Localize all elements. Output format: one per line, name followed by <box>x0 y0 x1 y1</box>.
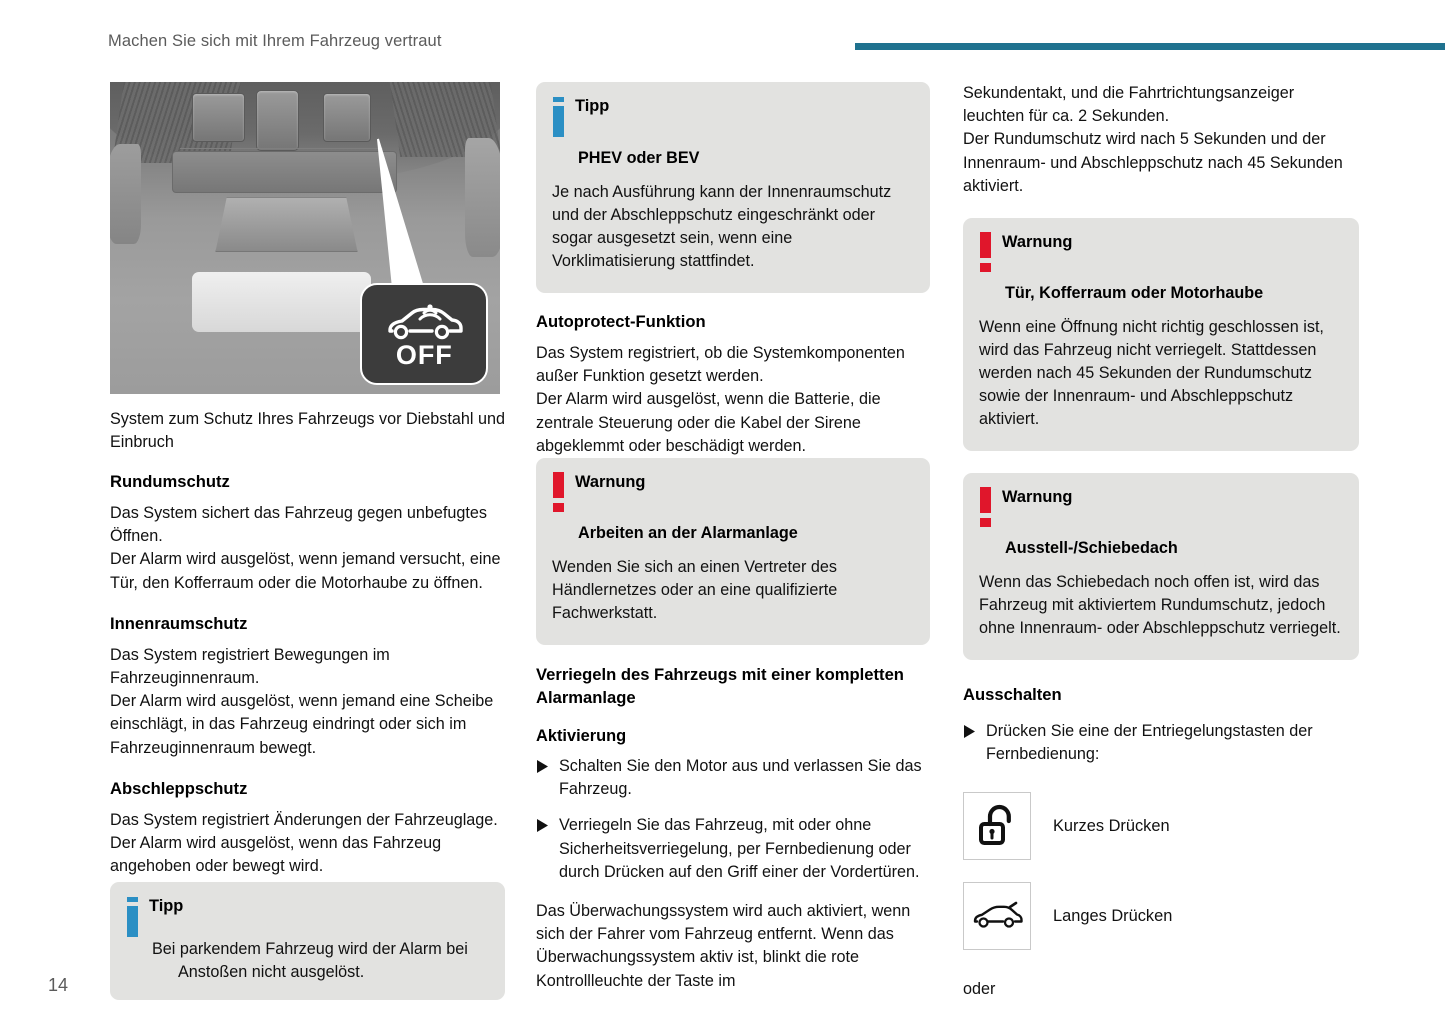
figure-caption: System zum Schutz Ihres Fahrzeugs vor Diebstahl und Einbruch <box>110 410 505 451</box>
header-accent-rule <box>855 43 1445 50</box>
tip-box-left-text: Bei parkendem Fahrzeug wird der Alarm bei Anstoßen nicht ausgelöst. <box>152 940 468 982</box>
heading-innenraumschutz: Innenraumschutz <box>110 613 248 633</box>
activation-steps-list <box>536 755 930 884</box>
warning-icon <box>552 472 565 512</box>
text-autoprotect-1: Das System registriert, ob die Systemkomponenten außer Funktion gesetzt werden. <box>536 344 905 386</box>
pictogram-box-open-padlock <box>963 792 1031 860</box>
car-icon <box>971 901 1023 931</box>
warning-box-tuer-subtitle: Tür, Kofferraum oder Motorhaube <box>1005 284 1264 303</box>
console-button-center <box>256 90 299 151</box>
heading-ausschalten: Ausschalten <box>963 685 1062 705</box>
activation-step-2: Verriegeln Sie das Fahrzeug, mit oder ohne Sicherheitsverriegelung, per Fernbedienung oder durch Drücken auf den Griff einer der Vordertüren. <box>559 816 920 881</box>
warning-box-schiebedach-subtitle: Ausstell-/Schiebedach <box>1005 539 1178 558</box>
console-button-right <box>323 93 372 142</box>
tip-box-left-body <box>126 915 487 984</box>
tip-box-phev <box>536 82 930 293</box>
warning-box-schiebedach-title: Warnung <box>1002 488 1073 507</box>
column-left <box>110 82 505 1018</box>
heading-aktivierung: Aktivierung <box>536 727 627 746</box>
warning-box-alarmanlage-body: Wenden Sie sich an einen Vertreter des Händlernetzes oder an eine qualifizierte Fachwerkstatt. <box>552 558 838 623</box>
heading-verriegeln: Verriegeln des Fahrzeugs mit einer kompletten Alarmanlage <box>536 665 904 708</box>
text-continuation-2: Der Rundumschutz wird nach 5 Sekunden und der Innenraum- und Abschleppschutz nach 45 Sekunden aktiviert. <box>963 130 1343 195</box>
warning-icon <box>979 487 992 527</box>
warning-box-alarmanlage <box>536 458 930 645</box>
sun-visor-left <box>110 144 141 244</box>
tip-box-phev-subtitle: PHEV oder BEV <box>578 149 700 167</box>
pictogram-box-car <box>963 882 1031 950</box>
open-padlock-icon <box>977 804 1017 848</box>
deactivate-step-1: Drücken Sie eine der Entriegelungstasten der Fernbedienung: <box>986 722 1313 764</box>
triangle-bullet-icon <box>536 819 549 832</box>
text-abschleppschutz-2: Der Alarm wird ausgelöst, wenn das Fahrzeug angehoben oder bewegt wird. <box>110 834 442 876</box>
pictogram-row-langes-druecken <box>963 882 1359 950</box>
text-oder: oder <box>963 980 996 999</box>
list-item <box>536 814 930 884</box>
warning-box-schiebedach <box>963 473 1359 660</box>
console-button-left <box>192 93 245 142</box>
warning-box-tuer-header <box>979 232 1341 272</box>
heading-autoprotect: Autoprotect-Funktion <box>536 312 706 331</box>
car-with-waves-icon <box>382 299 466 341</box>
pictogram-label-langes-druecken: Langes Drücken <box>1053 907 1173 926</box>
callout-off-label: OFF <box>395 339 453 370</box>
tip-box-phev-body: Je nach Ausführung kann der Innenraumschutz und der Abschleppschutz eingeschränkt oder sogar ausgesetzt sein, wenn eine Vorklimatisierung stattfindet. <box>552 183 892 270</box>
list-item <box>963 720 1359 766</box>
tip-box-phev-title: Tipp <box>575 97 610 115</box>
text-innenraumschutz-2: Der Alarm wird ausgelöst, wenn jemand eine Scheibe einschlägt, in das Fahrzeug eindringt oder sich im Fahrzeuginnenraum bewegt. <box>110 692 494 757</box>
tip-box-left-title: Tipp <box>149 897 184 916</box>
column-middle <box>536 82 930 993</box>
column-right <box>963 82 1359 1000</box>
console-seam <box>180 148 383 149</box>
mirror-mount <box>215 197 357 252</box>
warning-box-tuer-body: Wenn eine Öffnung nicht richtig geschlossen ist, wird das Fahrzeug nicht verriegelt. Stattdessen werden nach 45 Sekunden der Rundumschutz sowie der Innenraum- und Abschleppschutz aktiviert. <box>979 318 1324 429</box>
tip-box-left <box>110 882 505 1000</box>
warning-box-schiebedach-header <box>979 487 1341 527</box>
tip-box-phev-header <box>552 96 912 137</box>
activation-step-1: Schalten Sie den Motor aus und verlassen Sie das Fahrzeug. <box>559 757 922 799</box>
text-rundumschutz-2: Der Alarm wird ausgelöst, wenn jemand versucht, eine Tür, den Kofferraum oder die Motorhaube zu öffnen. <box>110 550 501 592</box>
info-icon <box>552 97 565 137</box>
warning-box-alarmanlage-header <box>552 472 912 512</box>
warning-box-alarmanlage-title: Warnung <box>575 473 646 492</box>
list-item <box>536 755 930 801</box>
page-header <box>0 26 1445 60</box>
vehicle-overhead-console-photo <box>110 82 500 394</box>
warning-box-tuer-title: Warnung <box>1002 233 1073 252</box>
text-innenraumschutz-1: Das System registriert Bewegungen im Fahrzeuginnenraum. <box>110 645 390 688</box>
warning-box-tuer <box>963 218 1359 451</box>
warning-box-schiebedach-body: Wenn das Schiebedach noch offen ist, wird das Fahrzeug mit aktiviertem Rundumschutz, jedoch ohne Innenraum- oder Abschleppschutz verriegelt. <box>979 573 1341 638</box>
page-header-title: Machen Sie sich mit Ihrem Fahrzeug vertraut <box>108 32 442 50</box>
overhead-console-panel <box>172 151 396 194</box>
triangle-bullet-icon <box>963 725 976 738</box>
text-autoprotect-2: Der Alarm wird ausgelöst, wenn die Batterie, die zentrale Steuerung oder die Kabel der Sirene abgeklemmt oder beschädigt werden. <box>536 390 881 455</box>
text-continuation-1: Sekundentakt, und die Fahrtrichtungsanzeiger leuchten für ca. 2 Sekunden. <box>963 84 1295 126</box>
warning-icon <box>979 232 992 272</box>
sun-visor-right <box>465 138 500 257</box>
text-abschleppschutz-1: Das System registriert Änderungen der Fahrzeuglage. <box>110 810 498 829</box>
heading-rundumschutz: Rundumschutz <box>110 472 230 491</box>
pictogram-label-kurzes-druecken: Kurzes Drücken <box>1053 817 1170 836</box>
alarm-off-callout <box>360 283 488 385</box>
text-rundumschutz-1: Das System sichert das Fahrzeug gegen unbefugtes Öffnen. <box>110 504 488 546</box>
info-icon <box>126 897 139 937</box>
warning-box-alarmanlage-subtitle: Arbeiten an der Alarmanlage <box>578 524 798 543</box>
rear-view-mirror <box>192 272 371 331</box>
pictogram-row-kurzes-druecken <box>963 792 1359 860</box>
triangle-bullet-icon <box>536 760 549 773</box>
page-number: 14 <box>48 975 69 995</box>
text-ueberwachungssystem: Das Überwachungssystem wird auch aktiviert, wenn sich der Fahrer vom Fahrzeug entfernt. Wenn das Überwachungssystem aktiv ist, blinkt die rote Kontrollleuchte der Taste im <box>536 902 911 990</box>
heading-abschleppschutz: Abschleppschutz <box>110 778 248 798</box>
